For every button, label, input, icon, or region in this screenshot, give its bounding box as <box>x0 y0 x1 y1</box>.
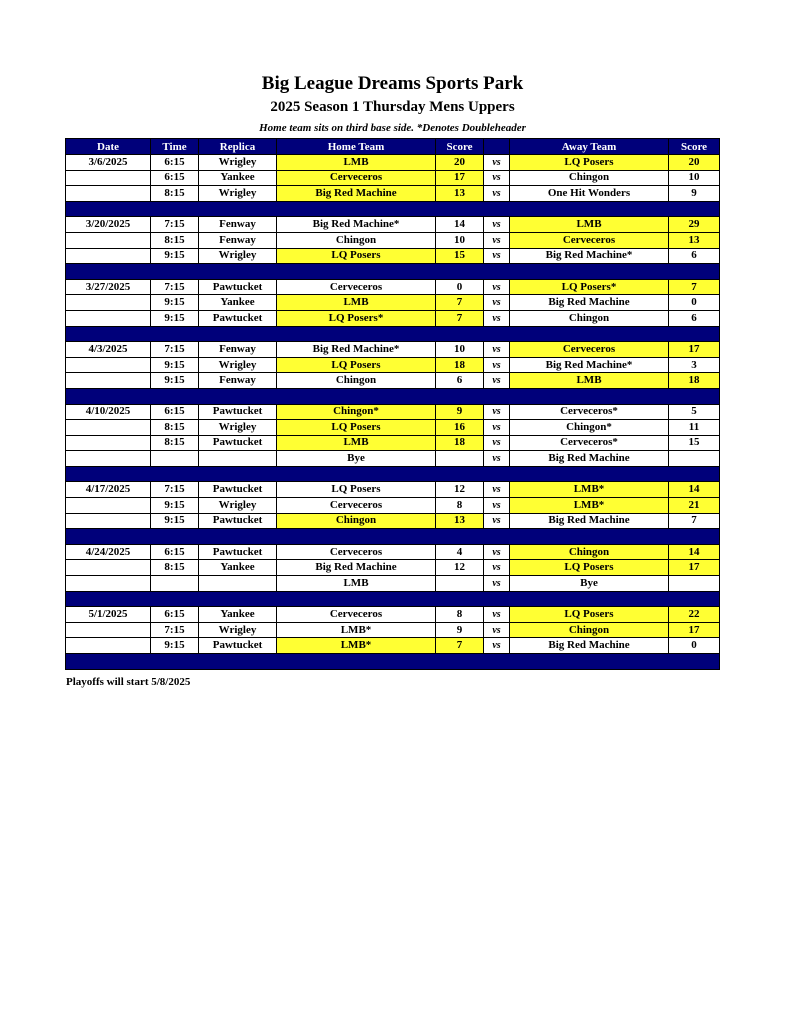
away-score: 14 <box>669 544 720 560</box>
away-team: Cerveceros <box>510 232 669 248</box>
home-team: LMB <box>277 155 436 171</box>
home-score: 13 <box>436 513 484 529</box>
game-date <box>66 248 151 264</box>
game-time: 9:15 <box>151 498 199 514</box>
home-score: 15 <box>436 248 484 264</box>
home-score: 12 <box>436 560 484 576</box>
home-team: LQ Posers* <box>277 310 436 326</box>
away-score: 14 <box>669 482 720 498</box>
game-row <box>66 404 720 420</box>
game-date <box>66 576 151 592</box>
game-replica: Yankee <box>199 607 277 623</box>
away-score: 29 <box>669 217 720 233</box>
game-date <box>66 498 151 514</box>
game-replica: Pawtucket <box>199 404 277 420</box>
away-team: LQ Posers <box>510 607 669 623</box>
away-score: 11 <box>669 420 720 436</box>
home-team: Chingon* <box>277 404 436 420</box>
away-score: 0 <box>669 638 720 654</box>
game-replica: Pawtucket <box>199 279 277 295</box>
game-replica: Pawtucket <box>199 310 277 326</box>
week-separator <box>66 654 720 670</box>
game-replica: Pawtucket <box>199 544 277 560</box>
away-team: One Hit Wonders <box>510 186 669 202</box>
home-score <box>436 576 484 592</box>
home-score: 7 <box>436 638 484 654</box>
away-score: 10 <box>669 170 720 186</box>
game-time: 6:15 <box>151 607 199 623</box>
game-date: 3/6/2025 <box>66 155 151 171</box>
game-time: 7:15 <box>151 482 199 498</box>
header-row <box>66 139 720 155</box>
vs-label: vs <box>484 513 510 529</box>
game-date <box>66 310 151 326</box>
away-score: 7 <box>669 279 720 295</box>
game-date: 3/27/2025 <box>66 279 151 295</box>
away-score: 7 <box>669 513 720 529</box>
game-replica: Yankee <box>199 560 277 576</box>
home-team: Cerveceros <box>277 279 436 295</box>
home-team: LMB* <box>277 638 436 654</box>
vs-label: vs <box>484 435 510 451</box>
home-team: Bye <box>277 451 436 467</box>
away-team: Cerveceros* <box>510 435 669 451</box>
vs-label: vs <box>484 622 510 638</box>
game-date: 3/20/2025 <box>66 217 151 233</box>
week-separator-bar <box>66 326 720 342</box>
game-date: 4/17/2025 <box>66 482 151 498</box>
away-score: 17 <box>669 622 720 638</box>
game-date <box>66 373 151 389</box>
playoffs-note: Playoffs will start 5/8/2025 <box>66 676 191 688</box>
home-team: LQ Posers <box>277 420 436 436</box>
away-score: 17 <box>669 560 720 576</box>
vs-label: vs <box>484 295 510 311</box>
home-team: Big Red Machine <box>277 186 436 202</box>
game-time: 9:15 <box>151 373 199 389</box>
away-score <box>669 451 720 467</box>
away-team: LQ Posers* <box>510 279 669 295</box>
game-row <box>66 544 720 560</box>
col-header-home-score: Score <box>436 139 484 155</box>
game-row <box>66 638 720 654</box>
vs-label: vs <box>484 186 510 202</box>
game-row <box>66 232 720 248</box>
week-separator-bar <box>66 654 720 670</box>
home-score: 7 <box>436 295 484 311</box>
away-team: LQ Posers <box>510 155 669 171</box>
week-separator-bar <box>66 388 720 404</box>
away-team: Cerveceros* <box>510 404 669 420</box>
game-replica <box>199 451 277 467</box>
home-team: Cerveceros <box>277 498 436 514</box>
vs-label: vs <box>484 155 510 171</box>
game-date <box>66 435 151 451</box>
away-team: Chingon* <box>510 420 669 436</box>
week-separator <box>66 466 720 482</box>
away-team: Chingon <box>510 170 669 186</box>
home-team: Cerveceros <box>277 170 436 186</box>
vs-label: vs <box>484 498 510 514</box>
vs-label: vs <box>484 560 510 576</box>
away-team: LMB* <box>510 498 669 514</box>
away-team: LQ Posers <box>510 560 669 576</box>
game-replica: Fenway <box>199 373 277 389</box>
game-time: 7:15 <box>151 342 199 358</box>
home-score: 18 <box>436 435 484 451</box>
game-date <box>66 560 151 576</box>
away-score: 6 <box>669 248 720 264</box>
game-replica: Yankee <box>199 170 277 186</box>
home-score: 9 <box>436 622 484 638</box>
game-time: 9:15 <box>151 248 199 264</box>
home-score: 9 <box>436 404 484 420</box>
col-header-away-score: Score <box>669 139 720 155</box>
week-separator <box>66 591 720 607</box>
col-header-vs <box>484 139 510 155</box>
game-time: 7:15 <box>151 217 199 233</box>
col-header-date: Date <box>66 139 151 155</box>
game-row <box>66 279 720 295</box>
vs-label: vs <box>484 607 510 623</box>
page-title: Big League Dreams Sports Park <box>261 73 524 94</box>
game-time: 6:15 <box>151 544 199 560</box>
vs-label: vs <box>484 544 510 560</box>
home-score <box>436 451 484 467</box>
away-team: Big Red Machine <box>510 295 669 311</box>
away-score: 17 <box>669 342 720 358</box>
schedule-body <box>66 155 720 670</box>
away-score: 3 <box>669 357 720 373</box>
away-score <box>669 576 720 592</box>
home-score: 7 <box>436 310 484 326</box>
week-separator <box>66 529 720 545</box>
home-score: 13 <box>436 186 484 202</box>
away-team: Big Red Machine <box>510 451 669 467</box>
game-row <box>66 482 720 498</box>
game-replica: Pawtucket <box>199 435 277 451</box>
home-team: Big Red Machine* <box>277 342 436 358</box>
game-date <box>66 232 151 248</box>
game-time: 9:15 <box>151 638 199 654</box>
schedule-table <box>65 138 720 670</box>
game-row <box>66 357 720 373</box>
game-row <box>66 560 720 576</box>
game-replica: Wrigley <box>199 186 277 202</box>
game-time: 9:15 <box>151 295 199 311</box>
vs-label: vs <box>484 420 510 436</box>
away-score: 13 <box>669 232 720 248</box>
game-row <box>66 622 720 638</box>
game-row <box>66 186 720 202</box>
home-team: Cerveceros <box>277 607 436 623</box>
game-date <box>66 357 151 373</box>
week-separator <box>66 326 720 342</box>
game-date <box>66 638 151 654</box>
home-team: LQ Posers <box>277 357 436 373</box>
game-date: 4/10/2025 <box>66 404 151 420</box>
home-score: 8 <box>436 607 484 623</box>
game-time: 7:15 <box>151 279 199 295</box>
vs-label: vs <box>484 310 510 326</box>
game-replica: Wrigley <box>199 622 277 638</box>
game-replica: Wrigley <box>199 357 277 373</box>
game-time: 9:15 <box>151 357 199 373</box>
week-separator-bar <box>66 201 720 217</box>
game-replica: Pawtucket <box>199 638 277 654</box>
game-replica: Fenway <box>199 232 277 248</box>
game-replica: Wrigley <box>199 420 277 436</box>
game-replica: Pawtucket <box>199 513 277 529</box>
home-team: Chingon <box>277 373 436 389</box>
away-team: Big Red Machine* <box>510 248 669 264</box>
game-row <box>66 498 720 514</box>
vs-label: vs <box>484 404 510 420</box>
week-separator <box>66 201 720 217</box>
away-team: Bye <box>510 576 669 592</box>
game-date: 5/1/2025 <box>66 607 151 623</box>
home-score: 10 <box>436 232 484 248</box>
home-team: LMB <box>277 435 436 451</box>
game-time: 8:15 <box>151 560 199 576</box>
vs-label: vs <box>484 373 510 389</box>
away-team: Chingon <box>510 622 669 638</box>
game-replica: Wrigley <box>199 155 277 171</box>
vs-label: vs <box>484 576 510 592</box>
col-header-replica: Replica <box>199 139 277 155</box>
home-score: 12 <box>436 482 484 498</box>
vs-label: vs <box>484 248 510 264</box>
vs-label: vs <box>484 357 510 373</box>
home-team: Chingon <box>277 232 436 248</box>
game-replica: Fenway <box>199 217 277 233</box>
home-score: 17 <box>436 170 484 186</box>
game-time <box>151 451 199 467</box>
game-row <box>66 420 720 436</box>
game-time: 6:15 <box>151 170 199 186</box>
home-score: 8 <box>436 498 484 514</box>
game-row <box>66 217 720 233</box>
game-replica: Pawtucket <box>199 482 277 498</box>
game-date <box>66 295 151 311</box>
week-separator-bar <box>66 529 720 545</box>
vs-label: vs <box>484 638 510 654</box>
game-time: 8:15 <box>151 435 199 451</box>
game-row <box>66 607 720 623</box>
home-score: 16 <box>436 420 484 436</box>
game-row <box>66 342 720 358</box>
home-team: Cerveceros <box>277 544 436 560</box>
game-date <box>66 170 151 186</box>
col-header-time: Time <box>151 139 199 155</box>
week-separator-bar <box>66 591 720 607</box>
game-time <box>151 576 199 592</box>
game-date <box>66 186 151 202</box>
away-team: Big Red Machine* <box>510 357 669 373</box>
game-row <box>66 295 720 311</box>
game-date: 4/3/2025 <box>66 342 151 358</box>
home-score: 10 <box>436 342 484 358</box>
game-row <box>66 373 720 389</box>
game-time: 8:15 <box>151 232 199 248</box>
away-team: Chingon <box>510 310 669 326</box>
away-team: Cerveceros <box>510 342 669 358</box>
away-score: 20 <box>669 155 720 171</box>
vs-label: vs <box>484 217 510 233</box>
game-date: 4/24/2025 <box>66 544 151 560</box>
col-header-home-team: Home Team <box>277 139 436 155</box>
game-row <box>66 576 720 592</box>
away-score: 0 <box>669 295 720 311</box>
home-team: LMB* <box>277 622 436 638</box>
game-time: 9:15 <box>151 310 199 326</box>
home-score: 0 <box>436 279 484 295</box>
vs-label: vs <box>484 279 510 295</box>
away-score: 15 <box>669 435 720 451</box>
week-separator-bar <box>66 466 720 482</box>
away-team: LMB <box>510 373 669 389</box>
game-row <box>66 451 720 467</box>
game-date <box>66 622 151 638</box>
home-score: 18 <box>436 357 484 373</box>
away-team: Big Red Machine <box>510 638 669 654</box>
game-replica: Wrigley <box>199 248 277 264</box>
week-separator-bar <box>66 264 720 280</box>
game-time: 6:15 <box>151 155 199 171</box>
game-time: 8:15 <box>151 420 199 436</box>
game-replica: Fenway <box>199 342 277 358</box>
away-score: 9 <box>669 186 720 202</box>
game-row <box>66 170 720 186</box>
game-row <box>66 513 720 529</box>
game-date <box>66 451 151 467</box>
vs-label: vs <box>484 451 510 467</box>
game-replica: Wrigley <box>199 498 277 514</box>
vs-label: vs <box>484 232 510 248</box>
home-score: 14 <box>436 217 484 233</box>
home-team: Big Red Machine* <box>277 217 436 233</box>
away-team: Chingon <box>510 544 669 560</box>
game-time: 9:15 <box>151 513 199 529</box>
home-team: LQ Posers <box>277 248 436 264</box>
away-score: 21 <box>669 498 720 514</box>
game-date <box>66 420 151 436</box>
away-score: 6 <box>669 310 720 326</box>
game-time: 7:15 <box>151 622 199 638</box>
away-score: 18 <box>669 373 720 389</box>
game-date <box>66 513 151 529</box>
game-row <box>66 435 720 451</box>
home-score: 4 <box>436 544 484 560</box>
col-header-away-team: Away Team <box>510 139 669 155</box>
home-team: LMB <box>277 295 436 311</box>
away-team: LMB <box>510 217 669 233</box>
game-replica: Yankee <box>199 295 277 311</box>
game-row <box>66 155 720 171</box>
away-score: 5 <box>669 404 720 420</box>
away-team: Big Red Machine <box>510 513 669 529</box>
game-row <box>66 248 720 264</box>
vs-label: vs <box>484 342 510 358</box>
home-score: 20 <box>436 155 484 171</box>
vs-label: vs <box>484 482 510 498</box>
home-team: Big Red Machine <box>277 560 436 576</box>
page-subtitle: 2025 Season 1 Thursday Mens Uppers <box>270 99 515 115</box>
game-replica <box>199 576 277 592</box>
week-separator <box>66 388 720 404</box>
vs-label: vs <box>484 170 510 186</box>
away-team: LMB* <box>510 482 669 498</box>
home-team: LQ Posers <box>277 482 436 498</box>
home-team: Chingon <box>277 513 436 529</box>
game-row <box>66 310 720 326</box>
game-time: 6:15 <box>151 404 199 420</box>
away-score: 22 <box>669 607 720 623</box>
home-score: 6 <box>436 373 484 389</box>
home-team: LMB <box>277 576 436 592</box>
doubleheader-note: Home team sits on third base side. *Denotes Doubleheader <box>259 122 526 134</box>
game-time: 8:15 <box>151 186 199 202</box>
week-separator <box>66 264 720 280</box>
